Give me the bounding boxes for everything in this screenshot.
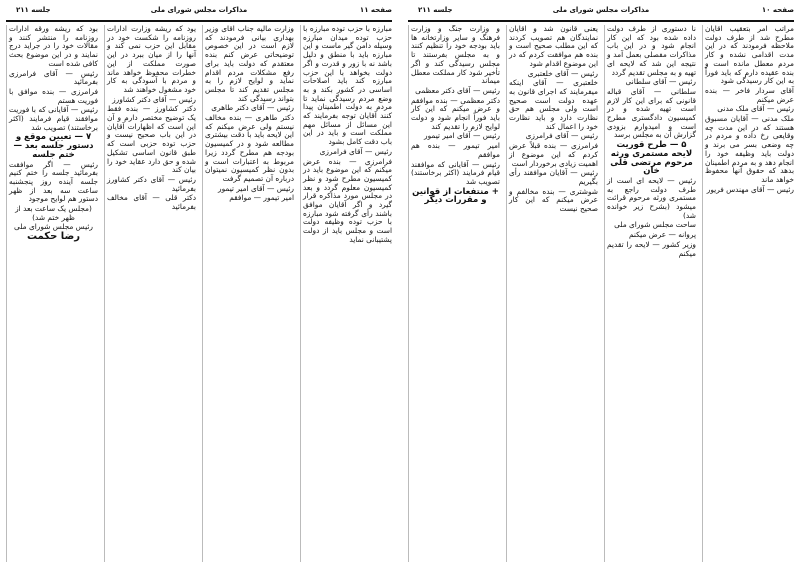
paragraph: رئیس — آقای خلعتبری [527, 68, 598, 78]
paragraph: رئیس — آقایانی که با فوریت موافقند قیام فرمایند (اکثر برخاستند) تصویب شد [9, 105, 98, 132]
paragraph: رئیس — آقای سلطانی [625, 77, 696, 87]
paragraph: پروانه — عرض میکنم [628, 230, 696, 240]
paragraph: شوشتری — بنده مخالفم و عرض میکنم که این کار صحیح نیست [509, 186, 598, 214]
paragraph: رئیس — آقای فرامرزی [525, 131, 598, 141]
paragraph: آقای سردار فاخر — بنده عرض میکنم [705, 85, 794, 104]
session-number: جلسه ۲۱۱ [16, 6, 51, 14]
page-number: صفحه ۱۱ [359, 6, 392, 14]
paragraph: دکتر قلی — آقای مخالف بفرمائید [107, 193, 196, 212]
paragraph: ملک مدنی — آقایان مسبوق هستند که در این مدت چه وقایعی رخ داده و مردم در چه وضعی بسر می برند و دولت باید وظیفه خود را انجام دهد و به مردم اطمینان بدهد که حقوق آنها محفوظ خواهد ماند [705, 114, 794, 184]
right-page [402, 0, 800, 566]
paragraph: یعنی قانون شد و آقایان نمایندگان هم تصویب کردند که این مطلب صحیح است و بنده هم موافقت کردم که در این موضوع اقدام شود [509, 25, 598, 68]
text-column [202, 25, 296, 562]
paragraph: ۵ — طرح قوریت لایحه مستمری ورثه مرحوم مرتضی قلی خان [610, 140, 693, 177]
paragraph: فرامرزی — بنده موافق با فوریت هستم [9, 86, 98, 105]
paragraph: سلطانی — آقای قباله قانونی که برای این کار لازم است تهیه شده و در کمیسیون دادگستری مطرح است و امیدوارم بزودی گزارش آن به مجلس برسد [607, 86, 696, 140]
text-column [104, 25, 198, 562]
header-rule [408, 20, 794, 22]
paragraph: رئیس — لایحه ای است از طرف دولت راجع به مستمری ورثه مرحوم قرائت میشود (بشرح زیر خوانده شد) [607, 175, 696, 220]
page-number: صفحه ۱۰ [761, 6, 794, 14]
session-number: جلسه ۲۱۱ [418, 6, 453, 14]
columns [6, 25, 394, 562]
paragraph: رئیس — آقای دکتر طاهری [211, 103, 294, 113]
paragraph: رئیس — آقای فرامرزی بفرمائید [9, 68, 98, 87]
paragraph: رئیس مجلس شورای ملی [14, 222, 93, 232]
paragraph: + منتفعات از قوانین و مقررات دیگر [412, 186, 499, 206]
paragraph: مبارزه با حزب توده مبارزه با حزب توده میدان مبارزه وسیله دامن گیر ماست و این مبارزه باید با منطق و دلیل باشد نه با زور و قدرت و اگر دولت بخواهد با این حزب مبارزه کند باید اصلاحات اساسی در کشور بکند و به وضع مردم رسیدگی نماید تا مردم به دولت اطمینان پیدا کنند آقایان توجه بفرمایند که این مسائل از مسائل مهم مملکت است و باید در این باب دقت کامل بشود [303, 25, 392, 147]
text-column [6, 25, 100, 562]
paragraph: امیر تیمور — بنده هم موافقم [411, 141, 500, 159]
paragraph: رئیس — آقایانی که موافقند قیام فرمایند (اکثر برخاستند) تصویب شد [411, 159, 500, 186]
paragraph: رئیس — آقای دکتر معظمی [415, 85, 500, 95]
columns [408, 25, 796, 562]
paragraph: ۷ — تعیین موقع و دستور جلسه بعد — ختم جلسه [13, 132, 94, 160]
page-header [408, 6, 794, 20]
text-column [300, 25, 394, 562]
paragraph: رئیس — آقای دکتر کشاورز بفرمائید [107, 174, 196, 193]
paragraph: ساحت مجلس شورای ملی [614, 220, 696, 230]
text-column [408, 25, 502, 562]
text-column [506, 25, 600, 562]
paragraph: دکتر طاهری — بنده مخالف نیستم ولی عرض میکنم که این لایحه باید با دقت بیشتری مطالعه شود و در کمیسیون بودجه هم مطرح گردد زیرا مربوط به اعتبارات است و بدون نظر کمیسیون نمیتوان درباره آن تصمیم گرفت [205, 113, 294, 183]
paragraph: رئیس — آقای امیر تیمور [424, 131, 500, 141]
paragraph: و وزارت جنگ و وزارت فرهنگ و سایر وزارتخانه ها باید بودجه خود را تنظیم کنند و به مجلس بفرستند تا مجلس رسیدگی کند و اگر تأخیر شود کار مملکت معطل میماند [411, 25, 500, 86]
page-header [6, 6, 392, 20]
paragraph: یود که ریشه وزارت ادارات روزنامه را شکست خود در مقابل این حزب نمی کند و آنها را از میان ببرد در این صورت مملکت از این خطرات محفوظ خواهد ماند و مردم با آسودگی به کار خود مشغول خواهند شد [107, 25, 196, 94]
paragraph: رئیس — اگر موافقت بفرمائید جلسه را ختم کنیم جلسه آینده روز پنجشنبه ساعت سه بعد از ظهر دستور هم لوایح موجود [9, 159, 98, 204]
paragraph: رئیس — آقایان موافقند رأی بگیریم [509, 168, 598, 186]
paragraph: رضا حکمت [27, 231, 80, 243]
text-column [604, 25, 698, 562]
publication-title: مذاکرات مجلس شورای ملی [552, 6, 650, 14]
paragraph: مراتب امر بتعقیب آقایان مطرح شد از طرف دولت ملاحظه فرمودند که در این مدت اقدامی نشده و کار مردم معطل مانده است و بنده عقیده دارم که باید فوراً به این کار رسیدگی شود [705, 25, 794, 86]
paragraph: (مجلس یک ساعت بعد از ظهر ختم شد) [15, 204, 92, 222]
paragraph: رئیس — آقای ملک مدنی [717, 104, 794, 114]
text-column [702, 25, 796, 562]
paragraph: رئیس — آقای فرامرزی [319, 146, 392, 156]
paragraph: وزیر کشور — لایحه را تقدیم میکنم [607, 239, 696, 258]
paragraph: بود که ریشه ورقه ادارات روزنامه را منتشر کنند و مقالات خود را در جراید درج نمایند و در این موضوع بحث کافی شده است [9, 25, 98, 68]
paragraph: دکتر کشاورز — بنده فقط یک توضیح مختصر دارم و آن این است که اظهارات آقایان در این باب صحیح نیست و حزب توده حزبی است که طبق قانون اساسی تشکیل شده و حق دارد عقاید خود را بیان کند [107, 104, 196, 175]
paragraph: وزارت مالیه جناب آقای وزیر بهداری بیانی فرمودند که لازم است در این خصوص توضیحاتی عرض کنم بنده معتقدم که دولت باید برای رفع مشکلات مردم اقدام نماید و لوایح لازم را به مجلس تقدیم کند تا مجلس بتواند رسیدگی کند [205, 25, 294, 103]
publication-title: مذاکرات مجلس شورای ملی [150, 6, 248, 14]
paragraph: امیر تیمور — موافقم [229, 193, 294, 203]
paragraph: رئیس — آقای مهندس فریور [706, 184, 794, 194]
paragraph: نا دستوری از طرف دولت داده شده بود که این کار انجام شود و در این باب مذاکرات مفصلی بعمل آمد و نتیجه این شد که لایحه ای تهیه و به مجلس تقدیم گردد [607, 25, 696, 77]
paragraph: فرامرزی — بنده قبلاً عرض کردم که این موضوع از اهمیت زیادی برخوردار است [509, 141, 598, 168]
left-page [0, 0, 398, 566]
header-rule [6, 20, 392, 22]
paragraph: دکتر معظمی — بنده موافقم و عرض میکنم که این کار باید فوراً انجام شود و دولت لوایح لازم را تقدیم کند [411, 95, 500, 131]
paragraph: خلعتبری — آقای اینکه میفرمایند که اجرای قانون به عهده دولت است صحیح است ولی مجلس هم حق نظارت دارد و باید نظارت خود را اعمال کند [509, 78, 598, 131]
paragraph: فرامرزی — بنده عرض میکنم که این موضوع باید در کمیسیون مطرح شود و نظر کمیسیون معلوم گردد و بعد در مجلس مورد مذاکره قرار گیرد و اگر آقایان موافق باشند رأی گرفته شود مبارزه با حزب توده وظیفه دولت است و مجلس باید از دولت پشتیبانی نماید [303, 156, 392, 244]
paragraph: رئیس — آقای دکتر کشاورز [112, 94, 196, 104]
paragraph: رئیس — آقای امیر تیمور [218, 183, 294, 193]
